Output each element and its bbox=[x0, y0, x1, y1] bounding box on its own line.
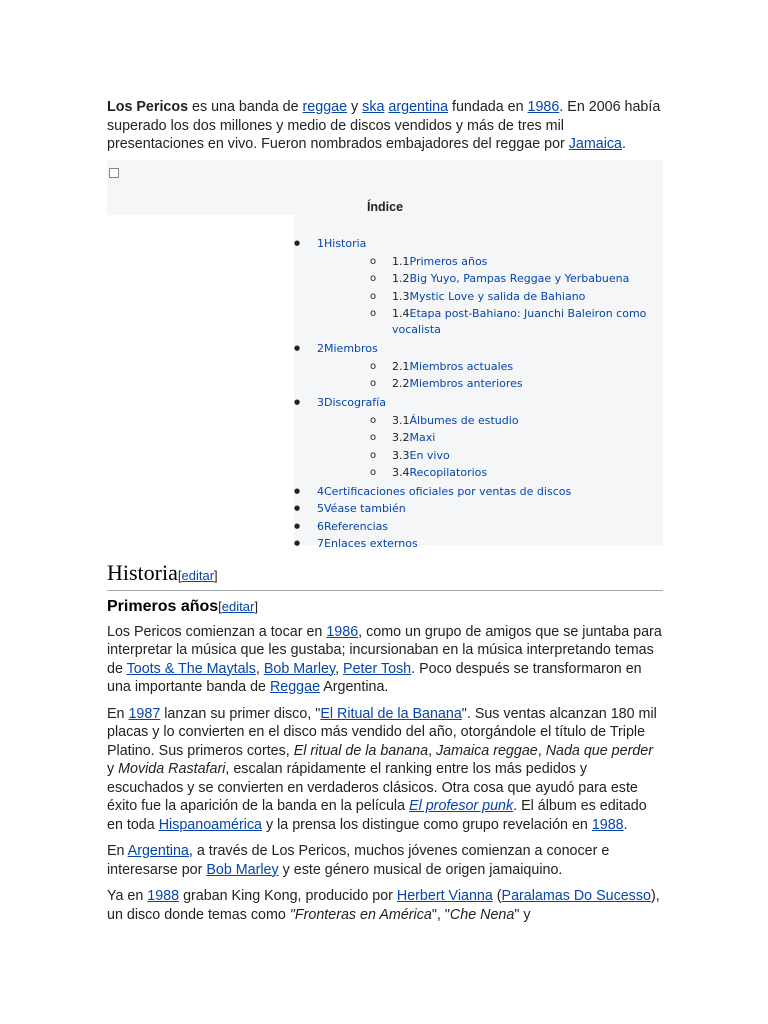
toc-link[interactable]: Enlaces externos bbox=[324, 537, 418, 550]
link-bob-marley[interactable]: Bob Marley bbox=[206, 861, 279, 878]
italic-text: "Fronteras en América bbox=[289, 906, 432, 923]
toc-link[interactable]: Historia bbox=[324, 236, 367, 250]
text: graban King Kong, producido por bbox=[179, 888, 397, 904]
toc-number: 3.2 bbox=[392, 431, 410, 444]
text: y este género musical de origen jamaiquino. bbox=[278, 861, 563, 878]
paragraph-1 bbox=[107, 623, 663, 697]
toc-number: 4 bbox=[317, 484, 324, 498]
toc-subitem[interactable] bbox=[294, 376, 660, 392]
toc-title: Índice bbox=[366, 199, 404, 214]
italic-text: Che Nena bbox=[449, 906, 515, 923]
link-argentina[interactable]: argentina bbox=[388, 99, 449, 115]
link-1987[interactable]: 1987 bbox=[128, 705, 161, 722]
toc-number: 5 bbox=[317, 502, 324, 515]
bracket: ] bbox=[214, 567, 218, 583]
toc-subitem[interactable] bbox=[294, 306, 660, 338]
toc-item[interactable] bbox=[294, 483, 657, 501]
link-bob-marley[interactable]: Bob Marley bbox=[263, 660, 336, 677]
toc-number: 3.1 bbox=[392, 413, 410, 427]
text: ), un disco donde temas como bbox=[107, 888, 660, 923]
link-toots-the-maytals[interactable]: Toots & The Maytals bbox=[126, 660, 256, 677]
text: . En 2006 había superado los dos millones y medio de discos vendidos y más de tres mil presentaciones en vivo. Fueron nombrados embajadores del reggae por bbox=[107, 99, 661, 152]
toc-item[interactable] bbox=[294, 394, 657, 412]
toc-link[interactable]: Miembros actuales bbox=[409, 359, 514, 373]
toc-subitem[interactable] bbox=[294, 413, 660, 429]
text: lanzan su primer disco, " bbox=[160, 705, 321, 722]
edit-section-link bbox=[178, 568, 218, 583]
toc-number: 3.3 bbox=[392, 448, 410, 462]
toc-link[interactable]: Primeros años bbox=[409, 254, 488, 268]
link-1986[interactable]: 1986 bbox=[527, 99, 560, 115]
toc-number: 1.4 bbox=[392, 307, 410, 320]
toc-number: 3.4 bbox=[392, 466, 410, 479]
toc-number: 2.2 bbox=[392, 377, 410, 390]
toc-link[interactable]: Maxi bbox=[409, 431, 436, 444]
text: , bbox=[537, 742, 546, 759]
toc-subitem[interactable] bbox=[294, 289, 660, 305]
link-1988[interactable]: 1988 bbox=[591, 816, 624, 833]
toc-number: 1.2 bbox=[392, 272, 410, 285]
link-jamaica[interactable]: Jamaica bbox=[568, 136, 623, 152]
toc-number: 3 bbox=[317, 395, 324, 409]
heading-text: Primeros años bbox=[107, 597, 219, 615]
paragraph-2 bbox=[107, 705, 663, 835]
paragraph-4 bbox=[107, 887, 663, 924]
link-hispanoamerica[interactable]: Hispanoamérica bbox=[158, 816, 262, 833]
link-el-ritual-de-la-banana[interactable]: El Ritual de la Banana bbox=[320, 705, 462, 722]
toc-link[interactable]: Recopilatorios bbox=[409, 466, 488, 479]
link-reggae[interactable]: Reggae bbox=[269, 679, 321, 695]
section-heading-historia bbox=[107, 561, 663, 591]
toc-subitem[interactable] bbox=[294, 465, 660, 481]
toc-link[interactable]: Big Yuyo, Pampas Reggae y Yerbabuena bbox=[409, 272, 630, 285]
link-peter-tosh[interactable]: Peter Tosh bbox=[343, 660, 412, 677]
toc-number: 1 bbox=[317, 236, 324, 250]
text: , escalan rápidamente el ranking entre los más pedidos y escuchados y se convierten en verdaderos clásicos. Otra cosa que ayudó para este éxito fue la aparición de la banda en la película bbox=[107, 761, 638, 814]
toc-number: 2 bbox=[317, 341, 324, 355]
toc-subitem[interactable] bbox=[294, 359, 660, 375]
text: En bbox=[107, 843, 128, 859]
text: , bbox=[255, 660, 264, 677]
toc-link[interactable]: Mystic Love y salida de Bahiano bbox=[409, 289, 586, 303]
edit-link[interactable]: editar bbox=[221, 598, 255, 614]
paragraph-3 bbox=[107, 842, 663, 879]
text: Argentina. bbox=[320, 679, 389, 695]
text: fundada en bbox=[448, 99, 528, 115]
toc-number: 6 bbox=[317, 519, 324, 533]
text: " y bbox=[514, 906, 531, 923]
toc-list bbox=[294, 235, 660, 553]
toc-link[interactable]: Álbumes de estudio bbox=[409, 413, 519, 427]
text: . bbox=[623, 816, 628, 833]
toc-number: 2.1 bbox=[392, 359, 410, 373]
text: . Poco después se transformaron en una importante banda de bbox=[107, 660, 642, 695]
article-content bbox=[107, 98, 663, 932]
link-1986[interactable]: 1986 bbox=[326, 623, 359, 640]
text: y bbox=[347, 99, 363, 115]
link-paralamas-do-sucesso[interactable]: Paralamas Do Sucesso bbox=[501, 888, 651, 904]
toc-link[interactable]: Miembros bbox=[324, 341, 378, 355]
toc-item[interactable] bbox=[294, 235, 657, 253]
subsection-heading-primeros-anos bbox=[107, 597, 663, 617]
edit-link[interactable]: editar bbox=[181, 567, 215, 583]
toc-number: 1.1 bbox=[392, 254, 410, 268]
text: ". Sus ventas alcanzan 180 mil placas y lo convierten en el disco más vendido del año, otorgándole el título de Triple Platino. Sus primeros cortes, bbox=[107, 705, 657, 759]
italic-text: Movida Rastafari bbox=[118, 761, 226, 777]
toc-item[interactable] bbox=[294, 340, 657, 358]
toc-link[interactable]: Discografía bbox=[324, 395, 386, 409]
toc-number: 1.3 bbox=[392, 289, 410, 303]
link-argentina[interactable]: Argentina bbox=[127, 843, 189, 859]
heading-text: Historia bbox=[107, 559, 178, 585]
toc-link[interactable]: Miembros anteriores bbox=[409, 377, 523, 390]
italic-text: El ritual de la banana bbox=[293, 742, 429, 759]
intro-paragraph bbox=[107, 98, 663, 154]
bracket: [ bbox=[218, 598, 222, 614]
toc-item[interactable] bbox=[294, 535, 657, 553]
link-reggae[interactable]: reggae bbox=[302, 99, 348, 115]
italic-text: Jamaica reggae bbox=[436, 742, 538, 759]
text: y la prensa los distingue como grupo revelación en bbox=[262, 816, 592, 833]
link-ska[interactable]: ska bbox=[362, 99, 385, 115]
toc-item[interactable] bbox=[294, 518, 657, 536]
toc-link[interactable]: Certificaciones oficiales por ventas de discos bbox=[324, 484, 572, 498]
toc-link[interactable]: En vivo bbox=[409, 448, 450, 462]
table-of-contents bbox=[107, 160, 663, 550]
toc-link[interactable]: Etapa post-Bahiano: Juanchi Baleiron como vocalista bbox=[392, 307, 647, 336]
text: Los Pericos comienzan a tocar en bbox=[107, 623, 327, 640]
text: ( bbox=[492, 888, 502, 904]
text: es una banda de bbox=[188, 99, 303, 115]
toc-subitem[interactable] bbox=[294, 271, 660, 287]
band-name: Los Pericos bbox=[107, 99, 189, 115]
toc-link[interactable]: Referencias bbox=[324, 519, 389, 533]
toc-subitem[interactable] bbox=[294, 430, 660, 446]
text: En bbox=[107, 705, 129, 722]
toc-number: 7 bbox=[317, 537, 324, 550]
bracket: ] bbox=[254, 598, 258, 614]
toc-subitem[interactable] bbox=[294, 254, 660, 270]
text: , bbox=[428, 742, 437, 759]
link-herbert-vianna[interactable]: Herbert Vianna bbox=[396, 888, 493, 904]
toc-link[interactable]: Véase también bbox=[324, 502, 406, 515]
toc-toggle-checkbox[interactable] bbox=[109, 168, 119, 178]
text: , a través de Los Pericos, muchos jóvenes comienzan a conocer e interesarse por bbox=[107, 843, 610, 878]
toc-item[interactable] bbox=[294, 500, 657, 518]
text: y bbox=[107, 761, 119, 777]
text: ", " bbox=[431, 906, 450, 923]
text: . El álbum es editado en toda bbox=[107, 798, 647, 833]
text: , bbox=[335, 660, 344, 677]
bracket: [ bbox=[177, 567, 182, 583]
italic-text: Nada que perder bbox=[545, 742, 654, 759]
text: Ya en bbox=[107, 888, 148, 904]
edit-section-link bbox=[218, 599, 258, 614]
toc-subitem[interactable] bbox=[294, 448, 660, 464]
text: . bbox=[622, 136, 626, 152]
link-el-profesor-punk[interactable]: El profesor punk bbox=[409, 798, 514, 814]
link-1988[interactable]: 1988 bbox=[147, 888, 180, 904]
text: , como un grupo de amigos que se juntaba para interpretar la música que les gustaba; incursionaban en la música interpretando temas de bbox=[107, 623, 662, 677]
